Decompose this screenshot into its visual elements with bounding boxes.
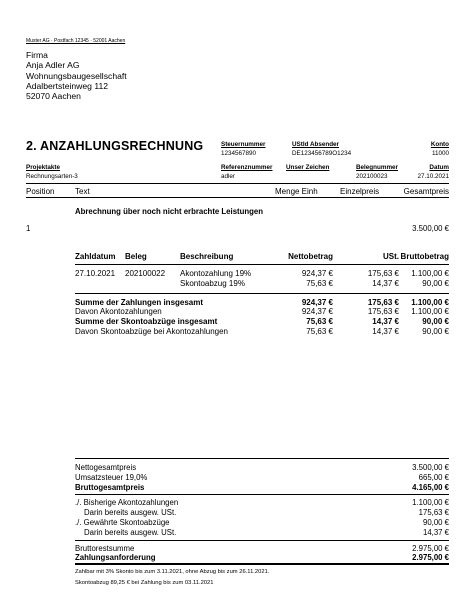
ust-label: Umsatzsteuer 19,0%: [75, 473, 148, 482]
col-gesamtpreis: Gesamtpreis: [403, 187, 449, 196]
referenz-label: Referenznummer: [221, 164, 273, 171]
akonto-label: ./. Bisherige Akontozahlungen: [75, 498, 179, 507]
sum-netto: 924,37 €: [301, 307, 333, 316]
akonto-ust-value: 175,63 €: [418, 508, 449, 517]
pay-col-beschreibung: Beschreibung: [180, 252, 234, 261]
projektakte-value: Rechnungsarten-3: [26, 173, 78, 180]
ustid-label: UStId Absender: [292, 141, 339, 148]
recipient-address: [26, 50, 127, 101]
akonto-ust-label: Darin bereits ausgew. USt.: [84, 508, 177, 517]
akonto-value: 1.100,00 €: [412, 498, 449, 507]
pay-row-brutto: 90,00 €: [422, 279, 449, 288]
anforderung-value: 2.975,00 €: [412, 553, 449, 562]
item-position: 1: [26, 224, 31, 233]
pay-col-beleg: Beleg: [125, 252, 147, 261]
pay-row-beleg: 202100022: [125, 269, 166, 278]
referenz-value: adler: [221, 173, 236, 180]
brutto-rule: [75, 494, 449, 495]
pay-header-rule: [75, 264, 449, 265]
sum-netto: 75,63 €: [306, 317, 333, 326]
pay-col-netto: Nettobetrag: [288, 252, 333, 261]
skonto-ust-label: Darin bereits ausgew. USt.: [84, 528, 177, 537]
skonto-value: 90,00 €: [422, 518, 449, 527]
brutto-value: 4.165,00 €: [412, 483, 449, 492]
sum-brutto: 1.100,00 €: [411, 307, 449, 316]
anforderung-rule: [75, 563, 449, 565]
pay-col-ust: USt.: [383, 252, 399, 261]
header-top-rule: [26, 183, 449, 184]
sum-brutto: 90,00 €: [422, 327, 449, 336]
pay-row-netto: 75,63 €: [306, 279, 333, 288]
sum-ust: 14,37 €: [372, 317, 399, 326]
pay-sum-rule: [75, 293, 449, 294]
header-bottom-rule: [26, 197, 449, 198]
anforderung-label: Zahlungsanforderung: [75, 553, 156, 562]
belegnummer-value: 202100023: [356, 173, 388, 180]
sum-netto: 924,37 €: [301, 298, 333, 307]
netto-label: Nettogesamtpreis: [75, 463, 137, 472]
recipient-line: Wohnungsbaugesellschaft: [26, 70, 127, 81]
sum-ust: 14,37 €: [372, 327, 399, 336]
brutto-label: Bruttogesamtpreis: [75, 483, 145, 492]
datum-label: Datum: [429, 164, 449, 171]
recipient-line: Adalbertsteinweg 112: [26, 80, 109, 91]
netto-value: 3.500,00 €: [412, 463, 449, 472]
pay-row-beschreibung: Akontozahlung 19%: [180, 269, 252, 278]
recipient-line: Firma: [26, 50, 48, 60]
col-text: Text: [75, 187, 90, 196]
skonto-label: ./. Gewährte Skontoabzüge: [75, 518, 170, 527]
sum-brutto: 90,00 €: [422, 317, 449, 326]
rest-value: 2.975,00 €: [412, 544, 449, 553]
ustid-value: DE123456789O1234: [292, 150, 352, 157]
sum-label: Summe der Skontoabzüge insgesamt: [75, 317, 218, 326]
konto-value: 11000: [431, 150, 449, 157]
pay-row-ust: 175,63 €: [367, 269, 399, 278]
payment-terms: Zahlbar mit 3% Skonto bis zum 3.11.2021, ohne Abzug bis zum 26.11.2021.: [75, 569, 270, 575]
sender-line: Muster AG · Postfach 12345 · 52001 Aachen: [26, 38, 126, 44]
steuernummer-value: 1234567890: [221, 150, 257, 157]
projektakte-label: Projektakte: [26, 164, 60, 171]
zeichen-label: Unser Zeichen: [286, 164, 330, 171]
sum-ust: 175,63 €: [367, 307, 399, 316]
recipient-line: Anja Adler AG: [26, 60, 80, 71]
pay-row-netto: 924,37 €: [301, 269, 333, 278]
belegnummer-label: Belegnummer: [356, 164, 398, 171]
rest-rule: [75, 540, 449, 541]
skonto-ust-value: 14,37 €: [422, 528, 449, 537]
pay-row-datum: 27.10.2021: [75, 269, 116, 278]
pay-row-beschreibung: Skontoabzug 19%: [180, 279, 245, 288]
datum-value: 27.10.2021: [417, 173, 449, 180]
sum-label: Davon Skontoabzüge bei Akontozahlungen: [75, 327, 229, 336]
skonto-note: Skontoabzug 89,25 € bei Zahlung bis zum 03.11.2021: [75, 580, 214, 586]
pay-row-brutto: 1.100,00 €: [411, 269, 449, 278]
item-heading: Abrechnung über noch nicht erbrachte Leistungen: [75, 207, 264, 216]
sum-label: Summe der Zahlungen insgesamt: [75, 298, 204, 307]
item-gesamtpreis: 3.500,00 €: [412, 224, 449, 233]
sum-ust: 175,63 €: [367, 298, 399, 307]
sum-brutto: 1.100,00 €: [411, 298, 449, 307]
sum-label: Davon Akontozahlungen: [75, 307, 162, 316]
totals-top-rule: [75, 458, 449, 459]
pay-row-ust: 14,37 €: [372, 279, 399, 288]
col-position: Position: [26, 187, 55, 196]
ust-value: 665,00 €: [418, 473, 449, 482]
col-einzelpreis: Einzelpreis: [340, 187, 380, 196]
recipient-line: 52070 Aachen: [26, 91, 81, 102]
col-menge: Menge Einh: [275, 187, 318, 196]
steuernummer-label: Steuernummer: [221, 141, 266, 148]
pay-col-datum: Zahldatum: [75, 252, 116, 261]
pay-col-brutto: Bruttobetrag: [400, 252, 449, 261]
rest-label: Bruttorestsumme: [75, 544, 135, 553]
konto-label: Konto: [430, 141, 449, 148]
document-title: 2. ANZAHLUNGSRECHNUNG: [26, 139, 204, 153]
sum-netto: 75,63 €: [306, 327, 333, 336]
